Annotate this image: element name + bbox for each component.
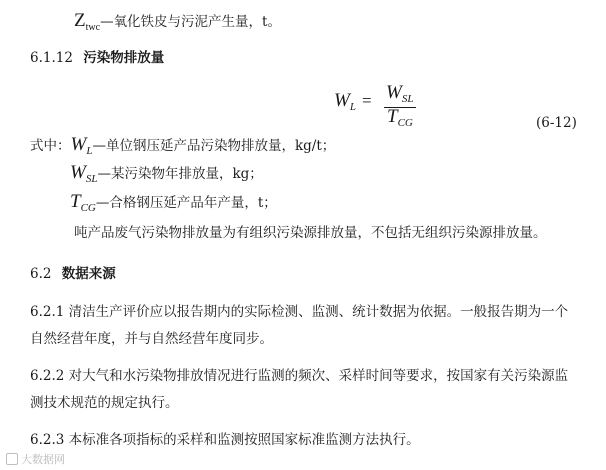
- formula-lhs: [334, 90, 356, 113]
- watermark: [6, 451, 65, 467]
- section-heading-6-2: [30, 262, 116, 282]
- ztwc-subscript: twc: [85, 22, 101, 33]
- def-wl-subscript: L: [86, 145, 93, 157]
- equation-number: (6-12): [536, 115, 577, 131]
- formula-num-subscript: SL: [401, 93, 414, 105]
- def-tcg-symbol: T: [70, 191, 81, 212]
- def-tcg-subscript: CG: [80, 202, 96, 214]
- watermark-logo-icon: [6, 453, 18, 465]
- formula-den-subscript: CG: [397, 117, 413, 129]
- formula-equals: =: [362, 91, 372, 110]
- section-title: 数据来源: [61, 266, 116, 282]
- ztwc-description: —氧化铁皮与污泥产生量，t。: [100, 14, 281, 30]
- formula-lhs-symbol: W: [334, 90, 350, 111]
- paragraph-6-2-1-line-2: 自然经营年度，并与自然经营年度同步。: [30, 331, 273, 347]
- definition-row-wl: [30, 134, 335, 157]
- def-wl-symbol: W: [70, 134, 87, 155]
- def-wsl-symbol: W: [70, 162, 86, 183]
- section-number: 6.2: [30, 266, 52, 282]
- formula-num-symbol: W: [386, 82, 402, 103]
- definition-row-wsl: [70, 162, 263, 185]
- paragraph-6-2-2-line-1: 6.2.2 对大气和水污染物排放情况进行监测的频次、采样时间等要求，按国家有关污染源监: [30, 368, 569, 384]
- formula-lhs-subscript: L: [349, 101, 356, 113]
- formula-den-symbol: T: [387, 106, 398, 127]
- def-wsl-description: —某污染物年排放量，kg；: [97, 166, 263, 182]
- paragraph-6-2-3: 6.2.3 本标准各项指标的采样和监测按照国家标准监测方法执行。: [30, 432, 420, 448]
- def-wl-description: —单位钢压延产品污染物排放量，kg/t；: [92, 138, 336, 154]
- section-number: 6.1.12: [30, 50, 73, 66]
- definition-row-tcg: [70, 191, 277, 214]
- ztwc-definition: [74, 10, 281, 33]
- formula-numerator: [386, 82, 413, 105]
- def-tcg-description: —合格钢压延产品年产量，t；: [95, 195, 277, 211]
- definition-note: 吨产品废气污染物排放量为有组织污染源排放量，不包括无组织污染源排放量。: [74, 225, 547, 241]
- paragraph-6-2-1-line-1: 6.2.1 清洁生产评价应以报告期内的实际检测、监测、统计数据为依据。一般报告期为一个: [30, 304, 569, 320]
- section-title: 污染物排放量: [83, 50, 165, 66]
- watermark-text: 大数据网: [21, 453, 65, 466]
- def-wsl-subscript: SL: [85, 173, 98, 185]
- paragraph-6-2-2-line-2: 测技术规范的规定执行。: [30, 395, 179, 411]
- ztwc-symbol: Z: [74, 10, 86, 31]
- formula-denominator: [387, 106, 413, 129]
- section-heading-6-1-12: [30, 46, 164, 66]
- definition-prefix: 式中：: [30, 138, 71, 154]
